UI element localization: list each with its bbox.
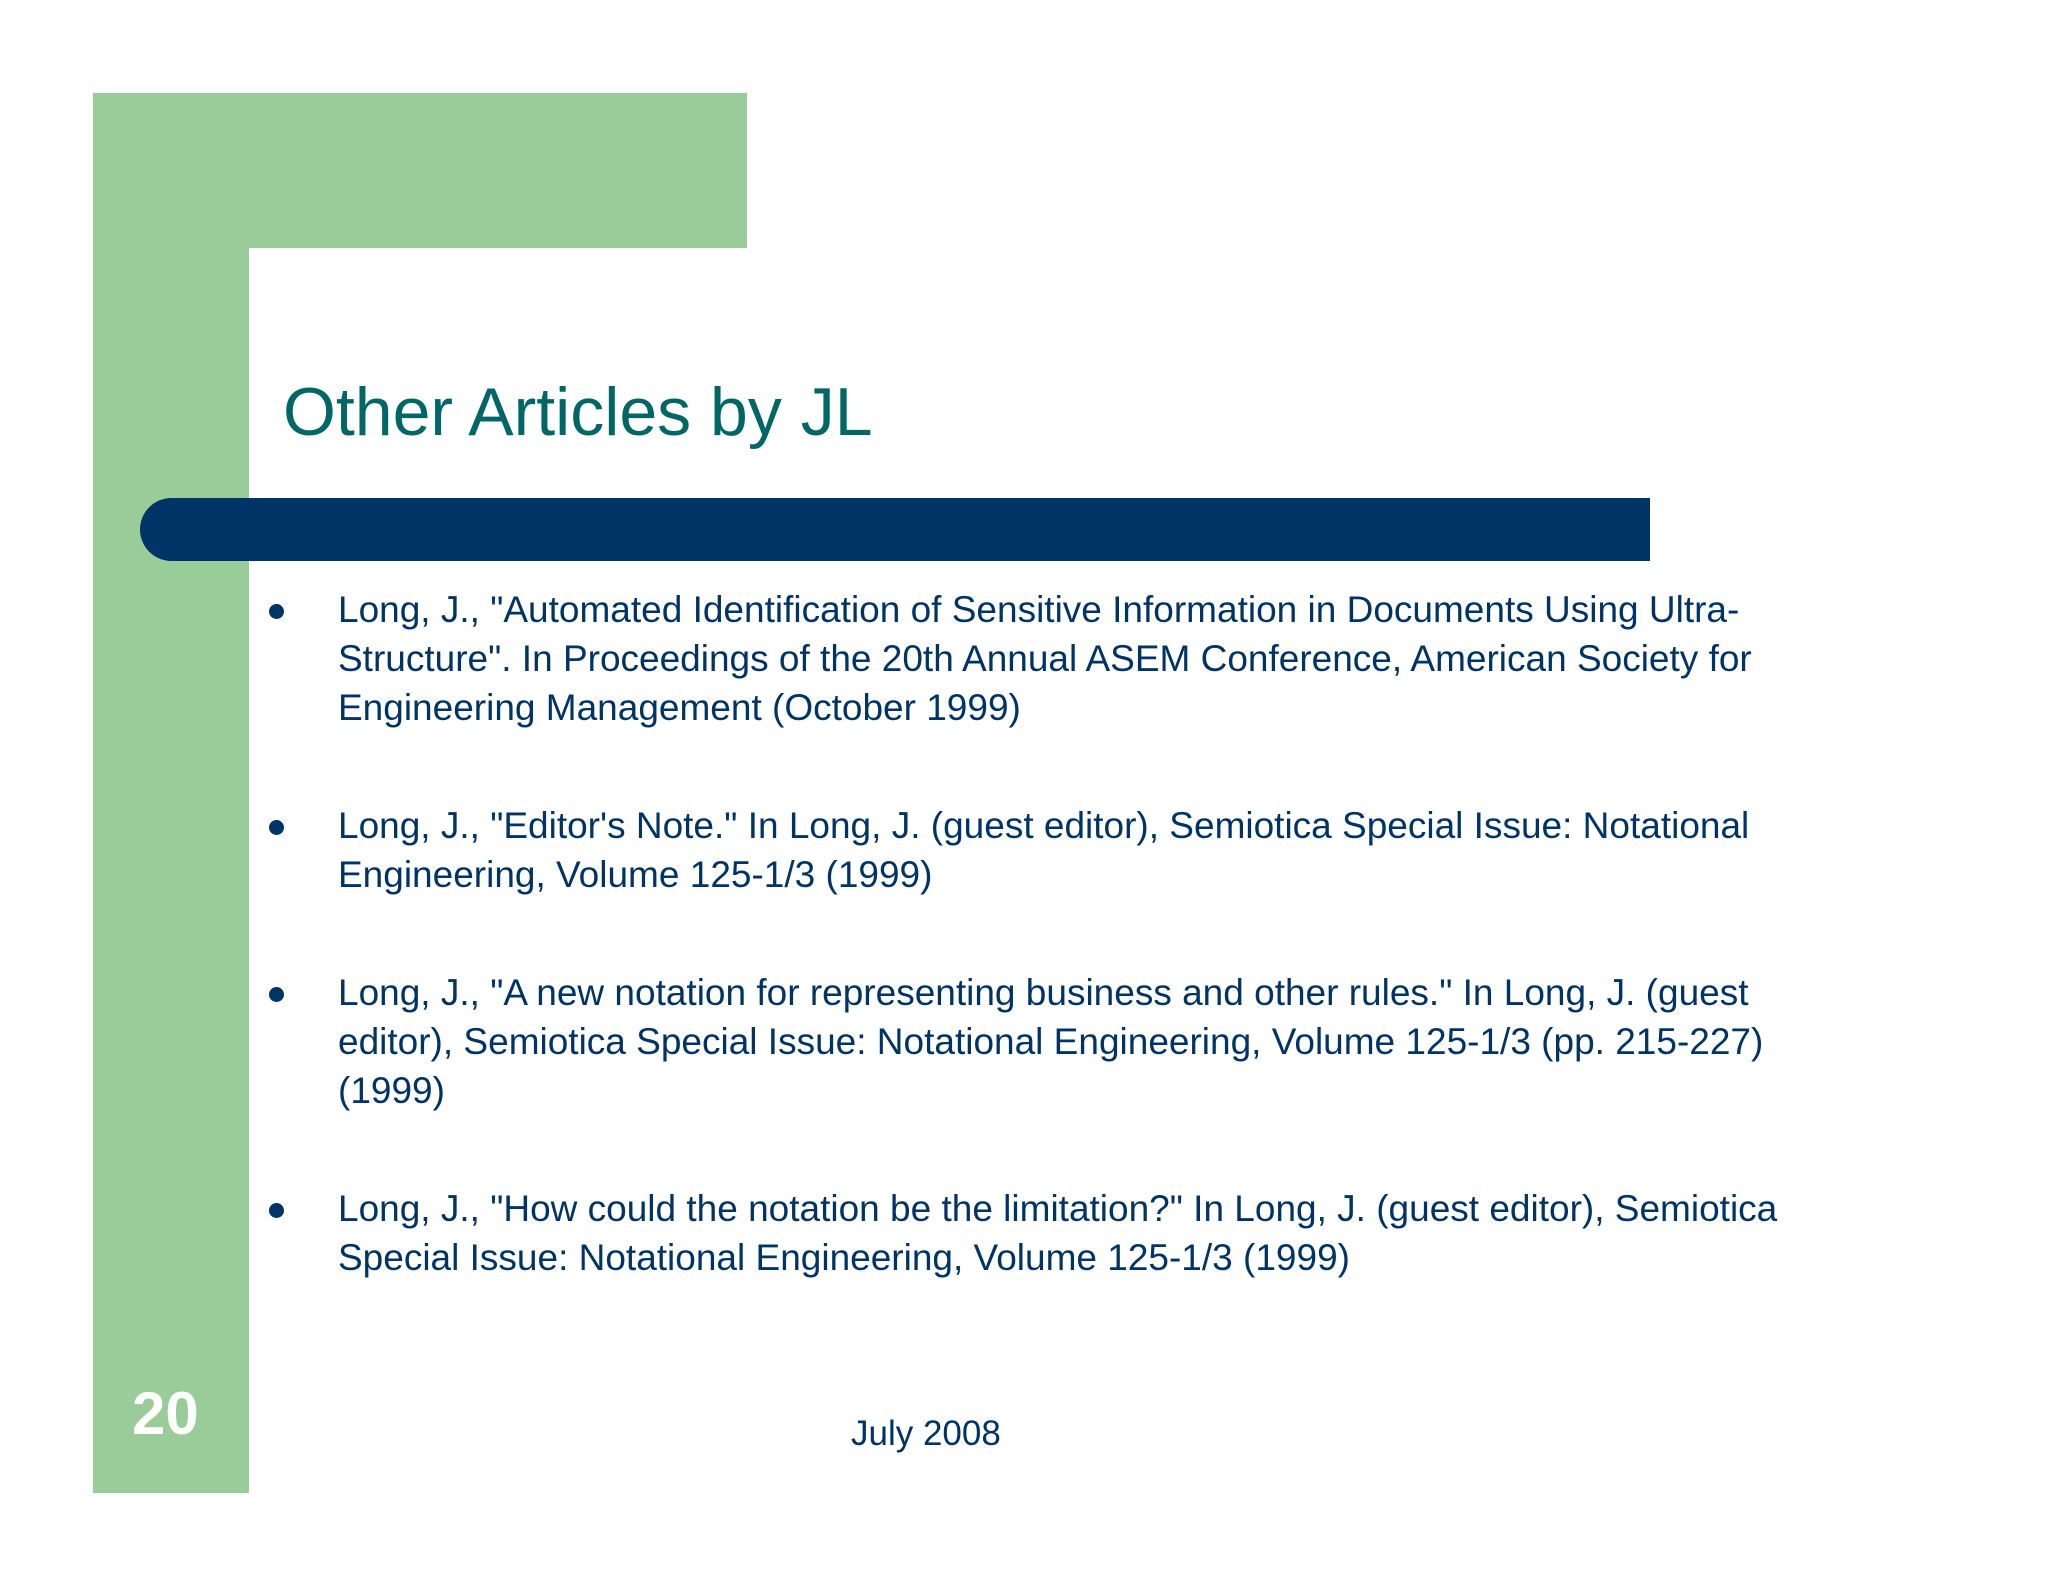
title-underline-bar (140, 498, 1650, 561)
slide-title: Other Articles by JL (283, 374, 873, 450)
accent-green-top-band (93, 93, 747, 248)
bullet-icon (269, 987, 284, 1002)
article-list (269, 585, 1829, 1282)
list-item (269, 801, 1829, 899)
bullet-icon (269, 820, 284, 835)
list-item (269, 585, 1829, 732)
list-item-text: Long, J., "A new notation for representing business and other rules." In Long, J. (guest editor), Semiotica Special Issue: Notational Engineering, Volume 125-1/3 (pp. 215-227) (1999) (338, 972, 1764, 1111)
list-item (269, 968, 1829, 1115)
list-item-text: Long, J., "Automated Identification of Sensitive Information in Documents Using Ultra-Structure". In Proceedings of the 20th Annual ASEM Conference, American Society for Engineering Management (October 1999) (338, 589, 1752, 728)
list-item (269, 1184, 1829, 1282)
bullet-icon (269, 604, 284, 619)
accent-green-vertical-band (93, 93, 249, 1493)
list-item-text: Long, J., "How could the notation be the limitation?" In Long, J. (guest editor), Semiotica Special Issue: Notational Engineering, Volume 125-1/3 (1999) (338, 1188, 1778, 1278)
footer-date: July 2008 (851, 1414, 1001, 1453)
bullet-icon (269, 1203, 284, 1218)
list-item-text: Long, J., "Editor's Note." In Long, J. (guest editor), Semiotica Special Issue: Notational Engineering, Volume 125-1/3 (1999) (338, 805, 1750, 895)
page-number: 20 (132, 1380, 199, 1447)
